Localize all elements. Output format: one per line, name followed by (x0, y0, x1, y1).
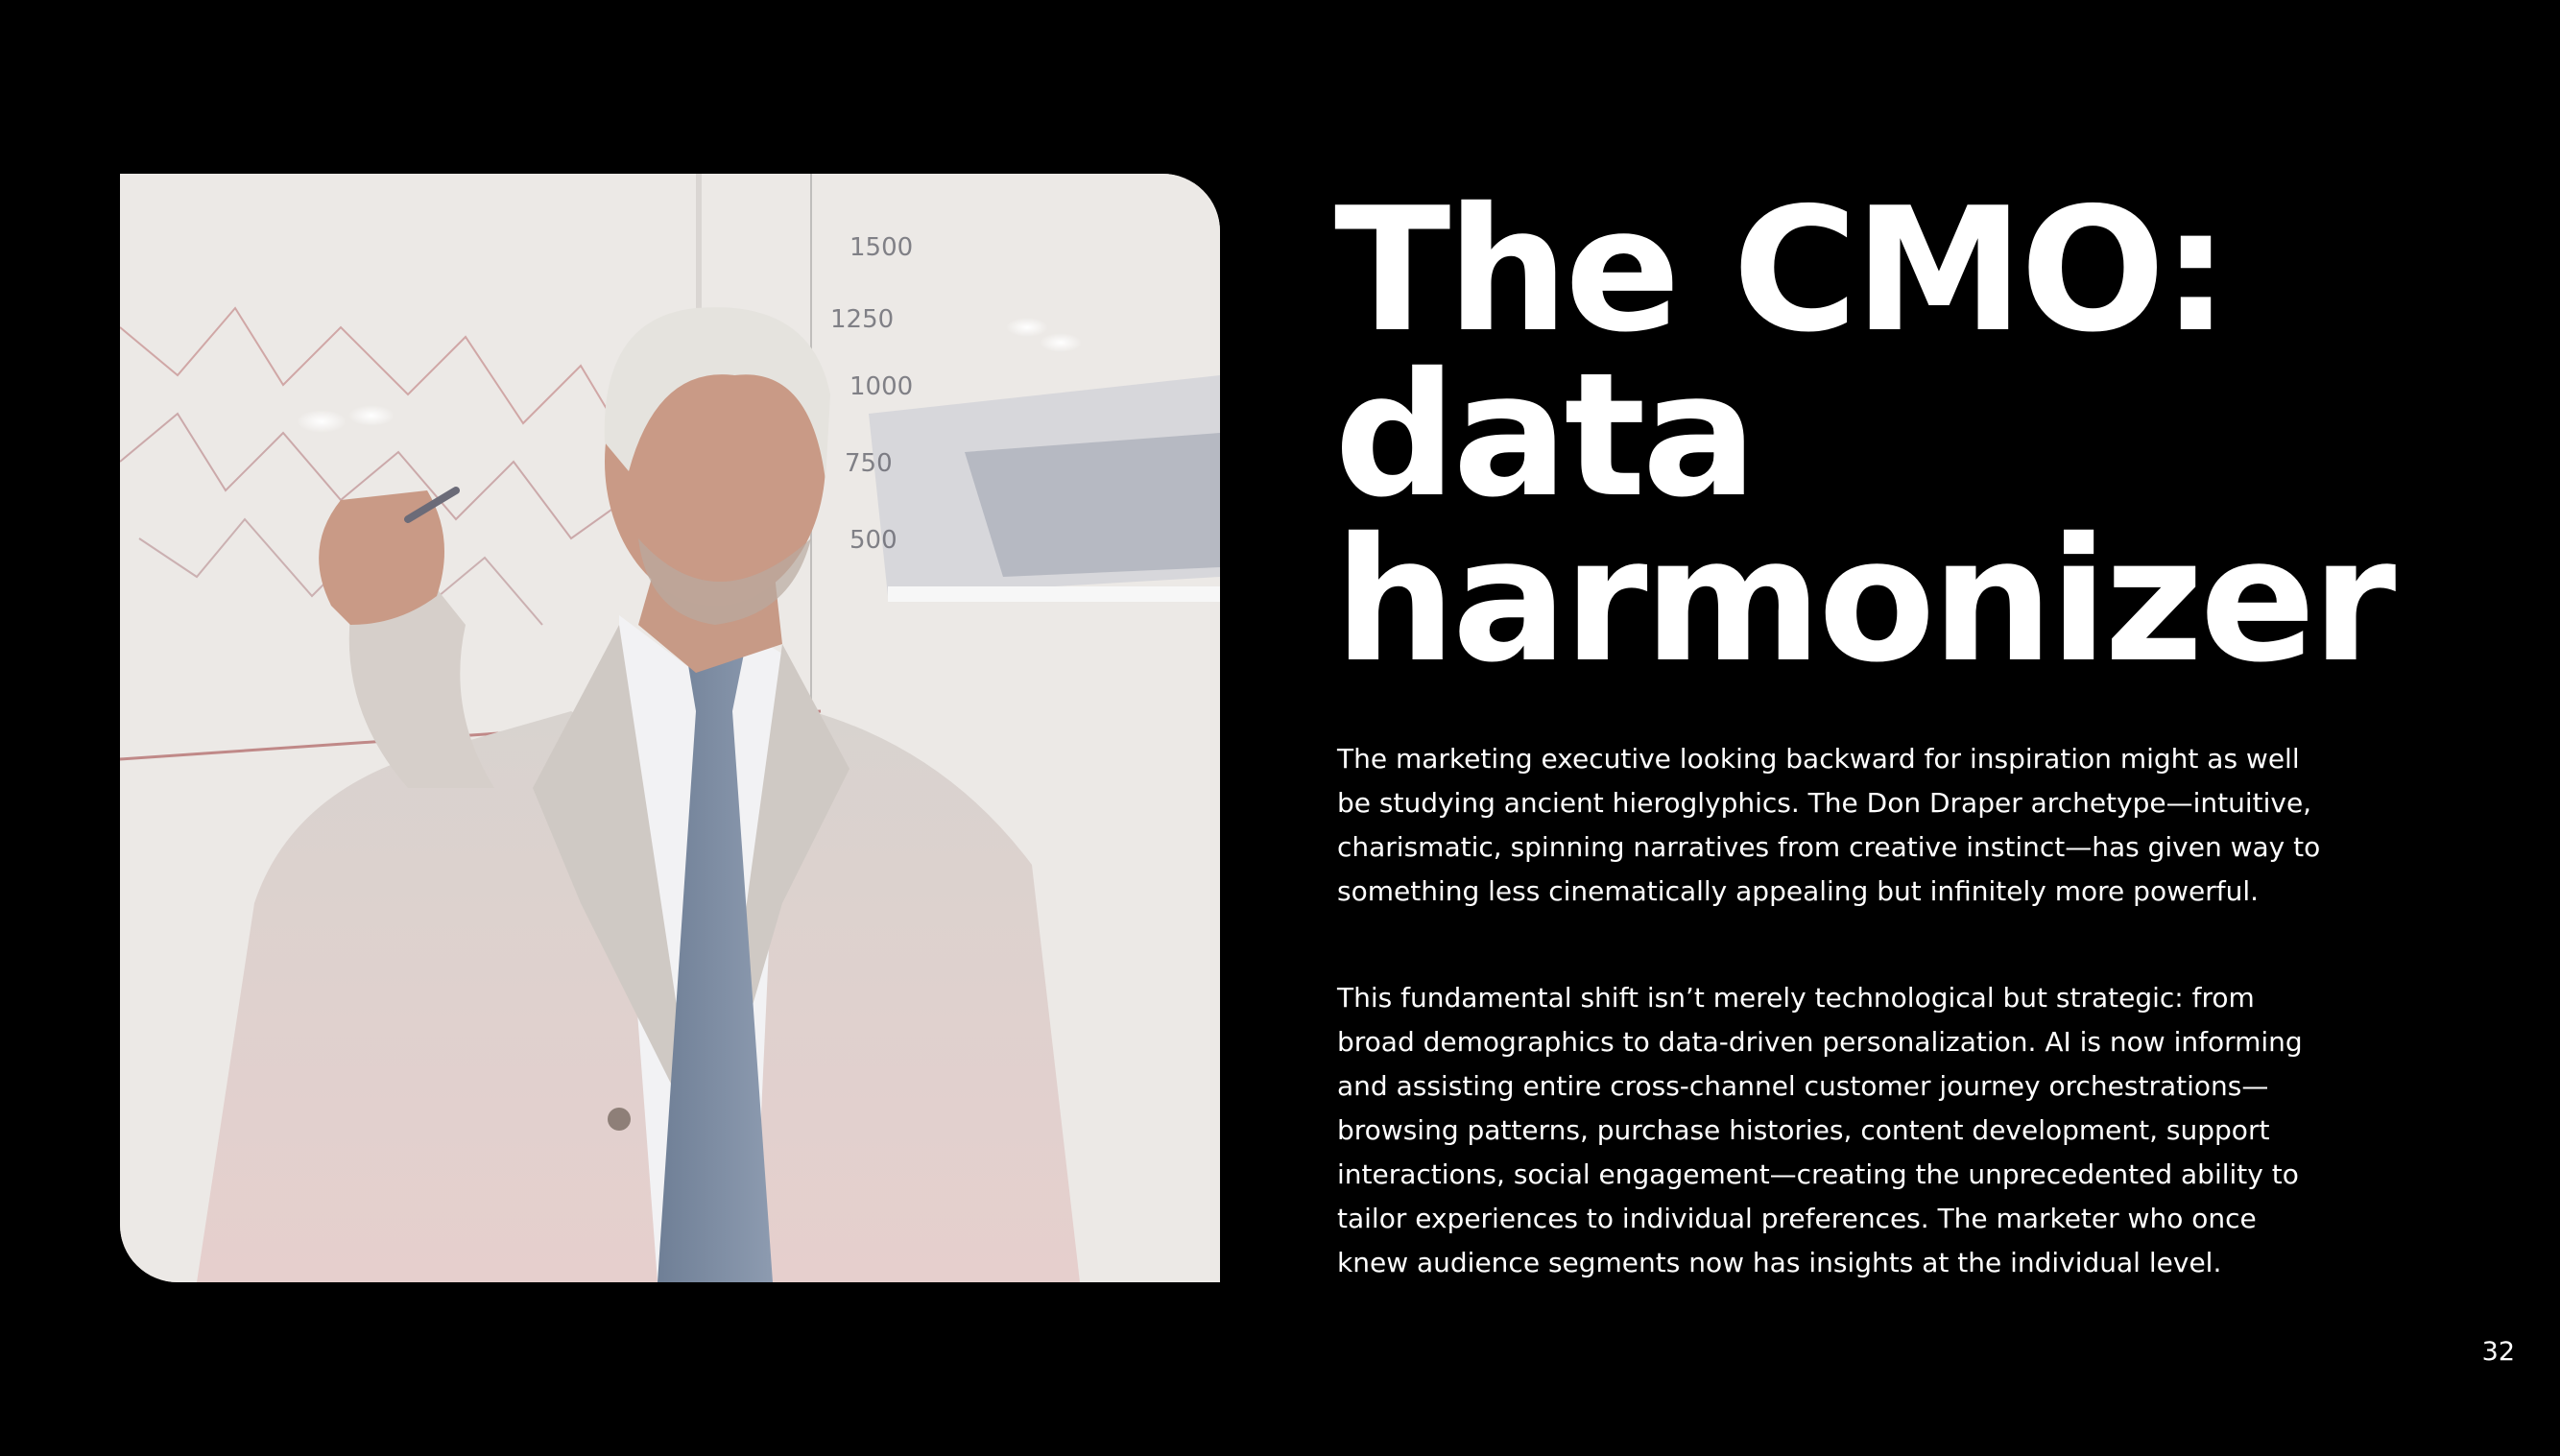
svg-text:1000: 1000 (849, 372, 914, 401)
svg-text:750: 750 (845, 449, 893, 478)
svg-text:1250: 1250 (830, 305, 895, 334)
hero-photo (120, 174, 1220, 1282)
svg-text:1500: 1500 (849, 233, 914, 262)
svg-text:500: 500 (849, 526, 897, 555)
body-paragraph-2: This fundamental shift isn’t merely technological but strategic: from broad demographics to data-driven personalization. AI is now informing and assisting entire cross-channel customer journey orchestrations—browsing patterns, purchase histories, content development, support interactions, social engagement—creating the unprecedented ability to tailor experiences to individual preferences. The marketer who once knew audience segments now has insights at the individual level. (1337, 982, 2303, 1278)
body-paragraph-1: The marketing executive looking backward for inspiration might as well be studying ancient hieroglyphics. The Don Draper archetype—intuitive, charismatic, spinning narratives from creative instinct—has given way to something less cinematically appealing but infinitely more powerful. (1337, 743, 2321, 907)
title-line-2: data (1334, 336, 1754, 535)
title-line-3: harmonizer (1334, 501, 2393, 700)
page-number: 32 (2481, 1337, 2515, 1367)
executive-at-glass-board-illustration (120, 174, 1220, 1282)
page-title (1334, 171, 2486, 700)
title-line-1: The CMO: (1334, 171, 2227, 370)
